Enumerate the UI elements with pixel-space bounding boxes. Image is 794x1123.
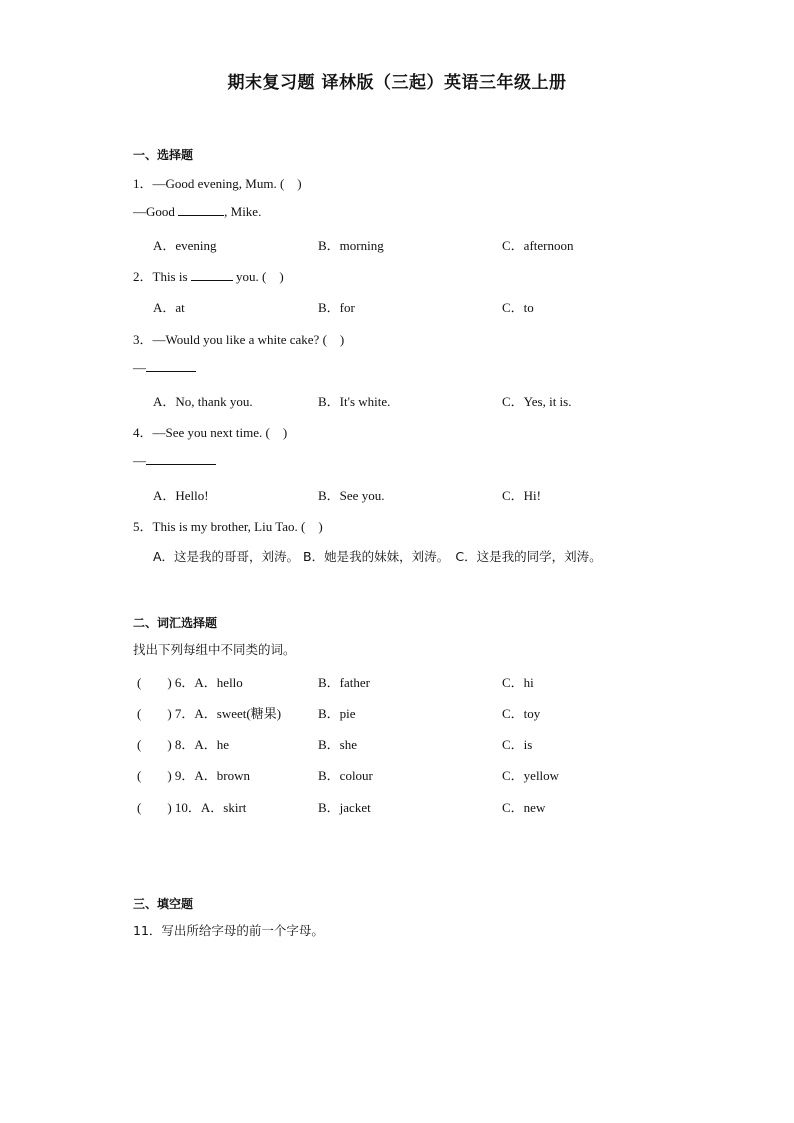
question-1-option-c[interactable]: C．afternoon [502, 238, 574, 253]
answer-blank[interactable] [191, 269, 233, 281]
vocab-question-7-option-b[interactable]: B．pie [318, 706, 356, 721]
vocab-question-9[interactable]: ( ) 9．A．brown [137, 768, 251, 783]
vocab-question-10-option-c[interactable]: C．new [502, 800, 546, 815]
vocab-question-8-option-b[interactable]: B．she [318, 737, 358, 752]
vocab-question-6-option-b[interactable]: B．father [318, 675, 370, 690]
question-2-option-a[interactable]: A．at [153, 300, 185, 315]
vocab-question-10-option-b[interactable]: B．jacket [318, 800, 371, 815]
question-1-stem: 1．—Good evening, Mum. ( ) [133, 176, 302, 191]
vocab-question-9-option-c[interactable]: C．yellow [502, 768, 560, 783]
question-4-reply-prefix: — [133, 453, 146, 468]
question-1-option-a[interactable]: A．evening [153, 238, 217, 253]
question-4-reply [133, 453, 216, 469]
vocab-question-6-option-c[interactable]: C．hi [502, 675, 534, 690]
vocab-question-10[interactable]: ( ) 10．A．skirt [137, 800, 247, 815]
vocabulary-instruction: 找出下列每组中不同类的词。 [133, 642, 296, 657]
question-3-reply-prefix: — [133, 360, 146, 375]
question-1-reply [133, 204, 261, 220]
question-3-option-a[interactable]: A．No, thank you. [153, 394, 253, 409]
question-2-stem-prefix: 2．This is [133, 269, 191, 284]
question-3-stem: 3．—Would you like a white cake? ( ) [133, 332, 345, 347]
question-2-option-b[interactable]: B．for [318, 300, 355, 315]
question-3-option-c[interactable]: C．Yes, it is. [502, 394, 572, 409]
page-title: 期末复习题 译林版（三起）英语三年级上册 [227, 73, 567, 93]
answer-blank[interactable] [178, 204, 224, 216]
vocab-question-8-option-c[interactable]: C．is [502, 737, 533, 752]
question-4-option-c[interactable]: C．Hi! [502, 488, 542, 503]
question-2-stem [133, 266, 284, 285]
question-3-reply [133, 360, 196, 376]
question-4-option-b[interactable]: B．See you. [318, 488, 385, 503]
vocab-question-6[interactable]: ( ) 6．A．hello [137, 675, 243, 690]
question-1-option-b[interactable]: B．morning [318, 238, 384, 253]
section-heading-fill-in: 三、填空题 [133, 897, 194, 911]
answer-blank[interactable] [146, 360, 196, 372]
answer-blank[interactable] [146, 453, 216, 465]
vocab-question-9-option-b[interactable]: B．colour [318, 768, 373, 783]
question-4-stem: 4．—See you next time. ( ) [133, 425, 288, 440]
question-2-option-c[interactable]: C．to [502, 300, 534, 315]
question-5-options[interactable]: A．这是我的哥哥，刘涛。 B．她是我的妹妹，刘涛。 C．这是我的同学，刘涛。 [153, 549, 602, 564]
question-2-stem-suffix: you. ( ) [232, 269, 284, 284]
question-5-stem: 5．This is my brother, Liu Tao. ( ) [133, 519, 323, 534]
vocab-question-7[interactable]: ( ) 7．A．sweet(糖果) [137, 706, 282, 721]
vocab-question-7-option-c[interactable]: C．toy [502, 706, 541, 721]
section-heading-multiple-choice: 一、选择题 [133, 148, 194, 162]
question-1-reply-prefix: —Good [133, 204, 179, 219]
section-heading-vocabulary: 二、词汇选择题 [133, 616, 218, 630]
question-3-option-b[interactable]: B．It's white. [318, 394, 391, 409]
question-11-stem: 11．写出所给字母的前一个字母。 [133, 923, 324, 938]
question-1-reply-suffix: , Mike. [224, 204, 262, 219]
vocab-question-8[interactable]: ( ) 8．A．he [137, 737, 230, 752]
question-4-option-a[interactable]: A．Hello! [153, 488, 209, 503]
